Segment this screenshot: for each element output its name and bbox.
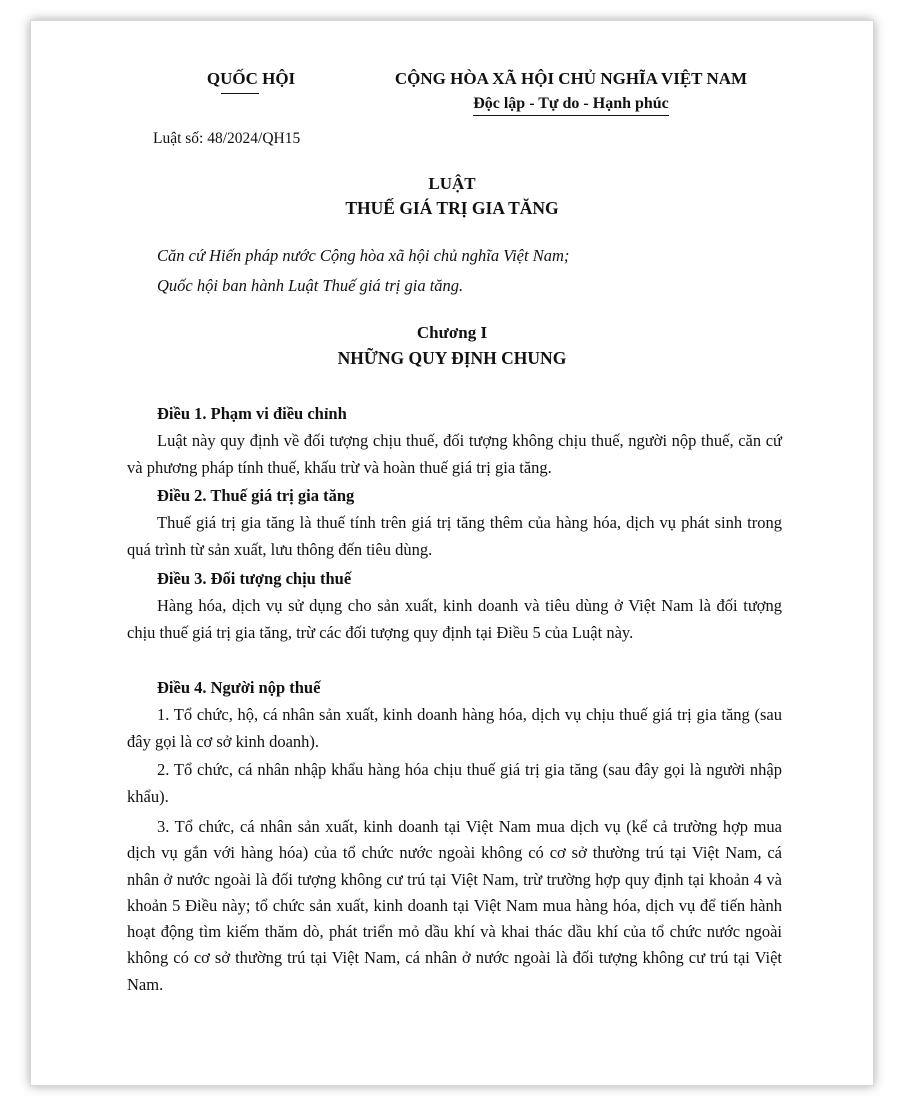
article-paragraph: Thuế giá trị gia tăng là thuế tính trên giá trị tăng thêm của hàng hóa, dịch vụ phát sinh trong quá trình từ sản xuất, lưu thông đến tiêu dùng.	[127, 513, 782, 559]
law-number: Luật số: 48/2024/QH15	[153, 130, 301, 147]
document-page	[30, 20, 874, 1086]
issuer-underline	[221, 93, 259, 94]
document-title: THUẾ GIÁ TRỊ GIA TĂNG	[345, 198, 559, 218]
preamble-line: Quốc hội ban hành Luật Thuế giá trị gia tăng.	[157, 276, 464, 295]
preamble-line: Căn cứ Hiến pháp nước Cộng hòa xã hội chủ nghĩa Việt Nam;	[157, 246, 570, 265]
article-paragraph: 2. Tổ chức, cá nhân nhập khẩu hàng hóa chịu thuế giá trị gia tăng (sau đây gọi là người nhập khẩu).	[127, 760, 782, 806]
document-type: LUẬT	[428, 174, 476, 193]
national-motto	[371, 95, 771, 116]
issuer-name: QUỐC HỘI	[206, 69, 296, 88]
article-heading: Điều 1. Phạm vi điều chỉnh	[157, 404, 347, 423]
chapter-title: NHỮNG QUY ĐỊNH CHUNG	[337, 348, 567, 368]
article-paragraph: Hàng hóa, dịch vụ sử dụng cho sản xuất, kinh doanh và tiêu dùng ở Việt Nam là đối tượng chịu thuế giá trị gia tăng, trừ các đối tượng quy định tại Điều 5 của Luật này.	[127, 596, 782, 642]
article-heading: Điều 4. Người nộp thuế	[157, 678, 321, 697]
article-heading: Điều 3. Đối tượng chịu thuế	[157, 569, 352, 588]
article-paragraph: Luật này quy định về đối tượng chịu thuế, đối tượng không chịu thuế, người nộp thuế, căn cứ và phương pháp tính thuế, khấu trừ và hoàn thuế giá trị gia tăng.	[127, 431, 782, 477]
chapter-number: Chương I	[416, 323, 488, 342]
article-paragraph: 3. Tổ chức, cá nhân sản xuất, kinh doanh tại Việt Nam mua dịch vụ (kể cả trường hợp mua dịch vụ gắn với hàng hóa) của tổ chức nước ngoài không có cơ sở thường trú tại Việt Nam, cá nhân ở nước ngoài là đối tượng không cư trú tại Việt Nam, trừ trường hợp quy định tại khoản 4 và khoản 5 Điều này; tổ chức sản xuất, kinh doanh tại Việt Nam mua hàng hóa, dịch vụ để tiến hành hoạt động tìm kiếm thăm dò, phát triển mỏ dầu khí và khai thác dầu khí của tổ chức nước ngoài không có cơ sở thường trú tại Việt Nam, cá nhân ở nước ngoài là đối tượng không cư trú tại Việt Nam.	[127, 817, 782, 994]
state-name: CỘNG HÒA XÃ HỘI CHỦ NGHĨA VIỆT NAM	[394, 69, 748, 88]
motto-text: Độc lập - Tự do - Hạnh phúc	[473, 95, 669, 116]
article-paragraph: 1. Tổ chức, hộ, cá nhân sản xuất, kinh doanh hàng hóa, dịch vụ chịu thuế giá trị gia tăng (sau đây gọi là cơ sở kinh doanh).	[127, 705, 782, 751]
article-heading: Điều 2. Thuế giá trị gia tăng	[157, 486, 355, 505]
